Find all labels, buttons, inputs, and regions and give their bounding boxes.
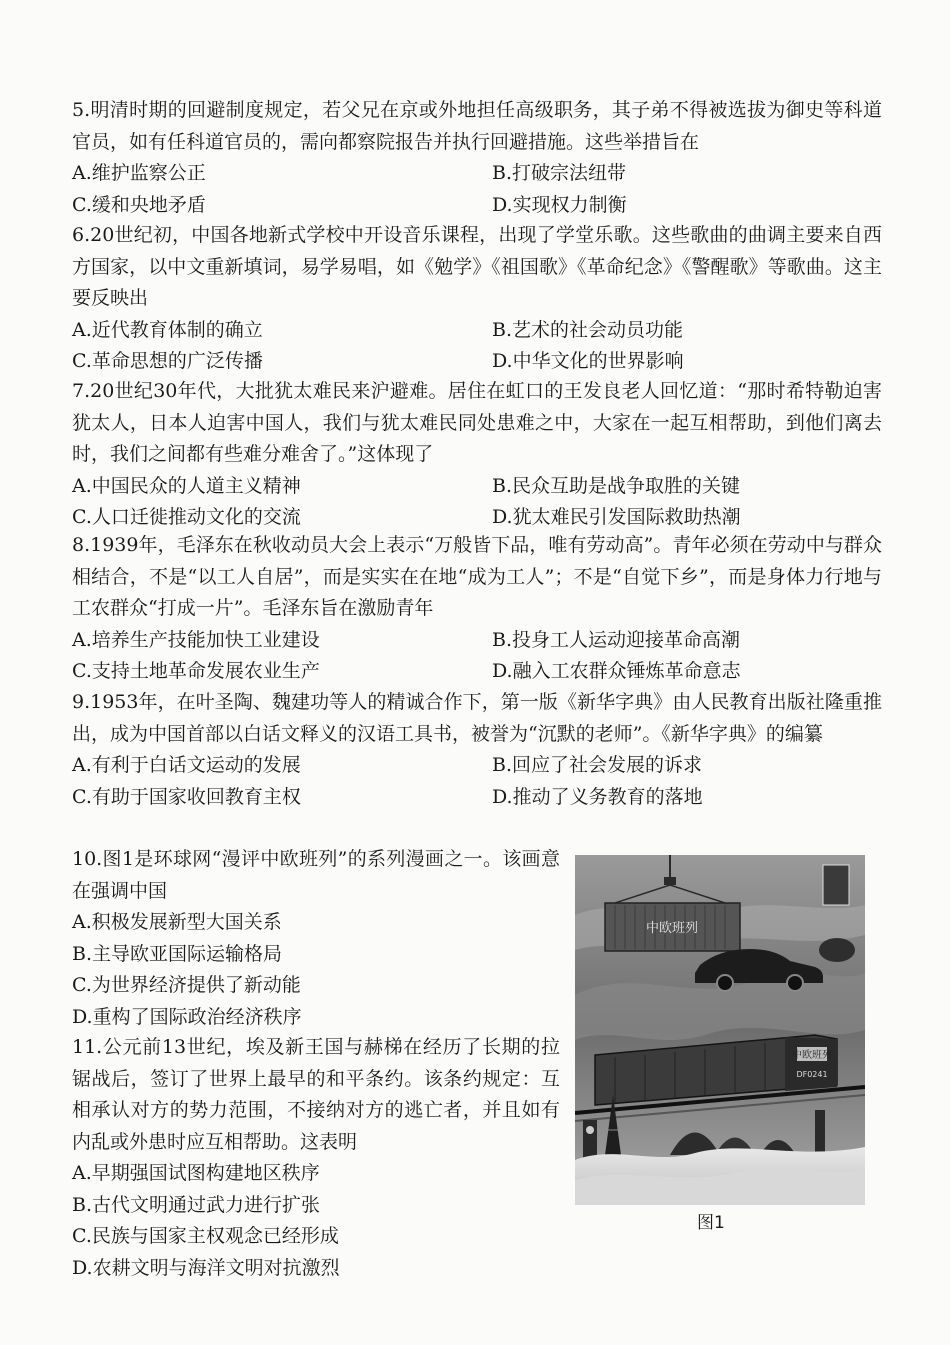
option-a: A.培养生产技能加快工业建设 xyxy=(72,628,320,651)
question-9 xyxy=(72,687,882,813)
option-b: B.古代文明通过武力进行扩张 xyxy=(72,1193,321,1216)
option-b: B.打破宗法纽带 xyxy=(492,162,627,184)
option-a: A.维护监察公正 xyxy=(72,162,206,184)
question-stem: 7.20世纪30年代，大批犹太难民来沪避难。居住在虹口的王发良老人回忆道：“那时希特勒迫害犹太人，日本人迫害中国人，我们与犹太难民同处患难之中，大家在一起互相帮助，到他们离去时，我们之间都有些难分难舍了。”这体现了 xyxy=(72,380,882,465)
option-d: D.推动了义务教育的落地 xyxy=(492,785,703,808)
option-d: D.重构了国际政治经济秩序 xyxy=(72,1005,302,1028)
question-6 xyxy=(72,220,882,378)
option-b: B.回应了社会发展的诉求 xyxy=(492,754,703,776)
option-d: D.中华文化的世界影响 xyxy=(492,350,684,372)
question-11 xyxy=(72,1032,560,1284)
figure-caption: 图1 xyxy=(697,1213,725,1233)
cartoon-illustration xyxy=(575,855,865,1205)
train-number: DF0241 xyxy=(796,1070,828,1079)
option-c: C.有助于国家收回教育主权 xyxy=(72,785,301,808)
question-8 xyxy=(72,530,882,688)
option-c: C.支持土地革命发展农业生产 xyxy=(72,660,320,682)
container-label: 中欧班列 xyxy=(645,921,699,936)
question-stem: 9.1953年，在叶圣陶、魏建功等人的精诚合作下，第一版《新华字典》由人民教育出版社隆重推出，成为中国首部以白话文释义的汉语工具书，被誉为“沉默的老师”。《新华字典》的编纂 xyxy=(72,691,882,745)
option-c: C.民族与国家主权观念已经形成 xyxy=(72,1225,339,1247)
option-d: D.实现权力制衡 xyxy=(492,193,627,216)
option-c: C.人口迁徙推动文化的交流 xyxy=(72,506,301,528)
option-d: D.农耕文明与海洋文明对抗激烈 xyxy=(72,1256,340,1279)
question-stem: 10.图1是环球网“漫评中欧班列”的系列漫画之一。该画意在强调中国 xyxy=(72,848,560,902)
option-a: A.中国民众的人道主义精神 xyxy=(72,474,301,497)
option-a: A.有利于白话文运动的发展 xyxy=(72,754,301,776)
option-a: A.早期强国试图构建地区秩序 xyxy=(72,1162,320,1184)
train-label: 中欧班列 xyxy=(792,1050,832,1061)
option-a: A.近代教育体制的确立 xyxy=(72,318,263,341)
option-b: B.艺术的社会动员功能 xyxy=(492,318,684,341)
option-a: A.积极发展新型大国关系 xyxy=(72,911,282,933)
option-d: D.犹太难民引发国际救助热潮 xyxy=(492,506,741,528)
figure-1-cartoon xyxy=(575,855,865,1205)
option-b: B.投身工人运动迎接革命高潮 xyxy=(492,628,741,651)
option-c: C.缓和央地矛盾 xyxy=(72,193,206,216)
question-stem: 6.20世纪初，中国各地新式学校中开设音乐课程，出现了学堂乐歌。这些歌曲的曲调主要来自西方国家，以中文重新填词，易学易唱，如《勉学》《祖国歌》《革命纪念》《警醒歌》等歌曲。这主要反映出 xyxy=(72,224,882,309)
option-b: B.民众互助是战争取胜的关键 xyxy=(492,474,741,497)
option-d: D.融入工农群众锤炼革命意志 xyxy=(492,660,741,682)
question-5 xyxy=(72,95,882,221)
question-stem: 11.公元前13世纪，埃及新王国与赫梯在经历了长期的拉锯战后，签订了世界上最早的和平条约。该条约规定：互相承认对方的势力范围，不接纳对方的逃亡者，并且如有内乱或外患时应互相帮助。这表明 xyxy=(72,1036,560,1153)
option-b: B.主导欧亚国际运输格局 xyxy=(72,942,283,965)
question-10 xyxy=(72,844,560,1033)
question-stem: 8.1939年，毛泽东在秋收动员大会上表示“万般皆下品，唯有劳动高”。青年必须在劳动中与群众相结合，不是“以工人自居”，而是实实在在地“成为工人”；不是“自觉下乡”，而是身体力行地与工农群众“打成一片”。毛泽东旨在激励青年 xyxy=(72,534,882,619)
question-7 xyxy=(72,376,882,534)
option-c: C.为世界经济提供了新动能 xyxy=(72,974,301,996)
question-stem: 5.明清时期的回避制度规定，若父兄在京或外地担任高级职务，其子弟不得被选拔为御史等科道官员，如有任科道官员的，需向都察院报告并执行回避措施。这些举措旨在 xyxy=(72,99,882,153)
option-c: C.革命思想的广泛传播 xyxy=(72,350,263,372)
